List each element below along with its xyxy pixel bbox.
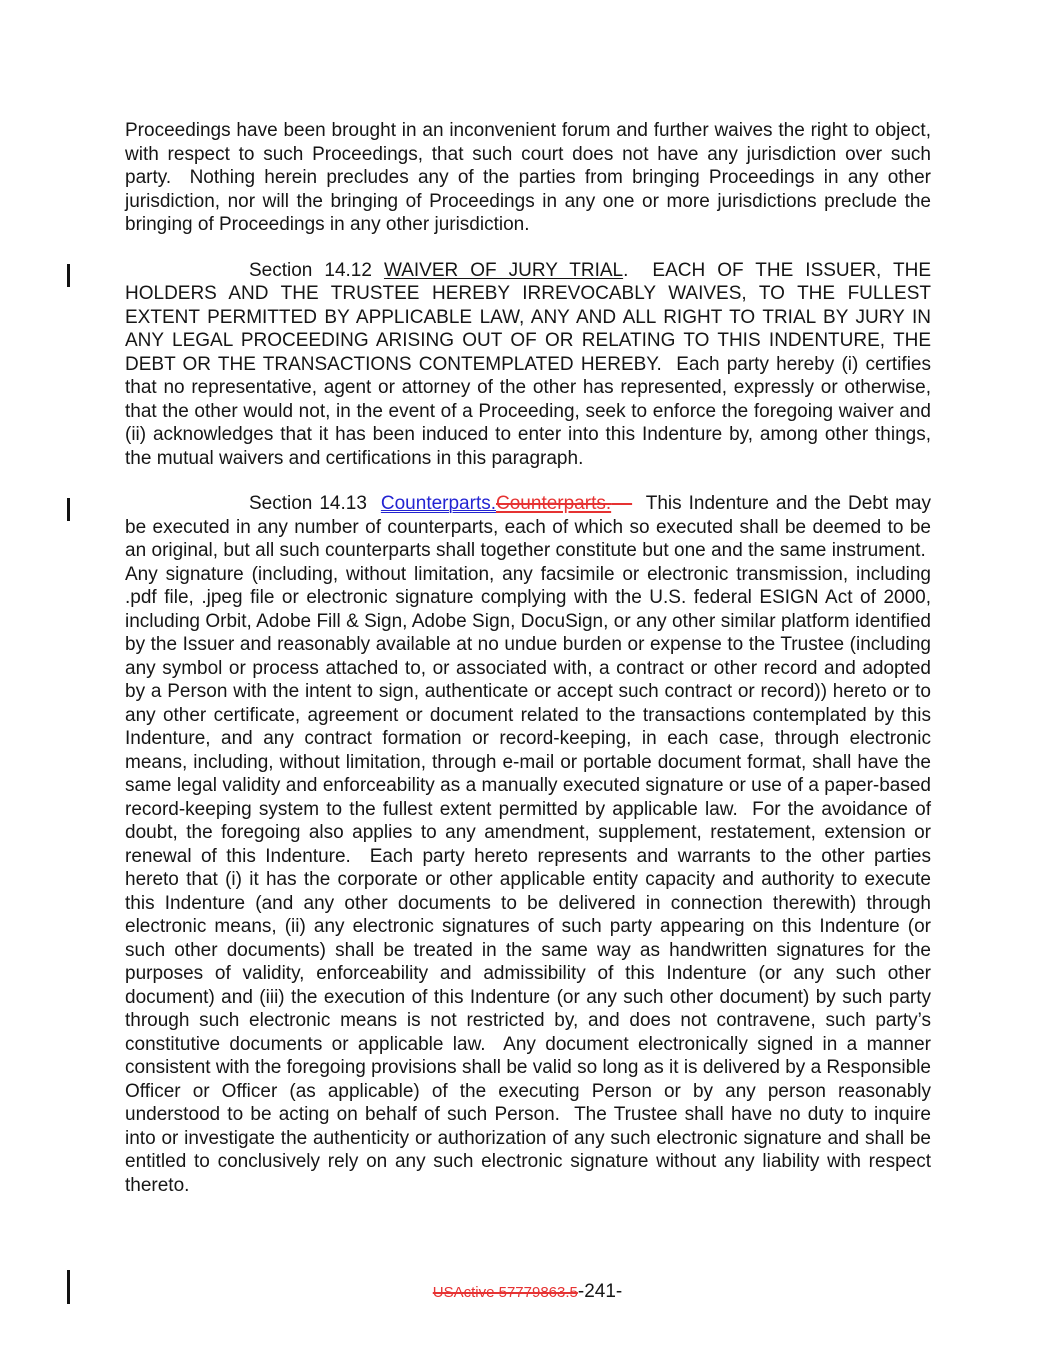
change-bar-section-14-13 <box>67 498 70 521</box>
paragraph-proceedings-continuation <box>125 119 931 237</box>
page-number: -241- <box>577 1281 623 1302</box>
section-14-13-deleted-strike-tail <box>611 493 632 514</box>
section-14-13-heading-deleted: Counterparts. <box>496 493 612 514</box>
section-14-13-body: This Indenture and the Debt may be executed in any number of counterparts, each of which so executed shall be deemed to be an original, but all such counterparts shall together constitute but one and the same instrument. Any signature (including, without limitation, any facsimile or electronic transmission, including .pdf file, .jpeg file or electronic signature complying with the U.S. federal ESIGN Act of 2000, including Orbit, Adobe Fill & Sign, Adobe Sign, DocuSign, or any other similar platform identified by the Issuer and reasonably available at no undue burden or expense to the Trustee (including any symbol or process attached to, or associated with, a contract or other record and adopted by a Person with the intent to sign, authenticate or accept such contract or record)) hereto or to any other certificate, agreement or document related to the transactions contemplated by this Indenture, and any contract formation or record-keeping, in each case, through electronic means, including, without limitation, through e-mail or portable document format, shall have the same legal validity and enforceability as a manually executed signature or use of a paper-based record-keeping system to the fullest extent permitted by applicable law. For the avoidance of doubt, the foregoing also applies to any amendment, supplement, restatement, extension or renewal of this Indenture. Each party hereto represents and warrants to the other parties hereto that (i) it has the corporate or other applicable entity capacity and authority to execute this Indenture (and any other documents to be delivered in connection therewith) through electronic means, (ii) any electronic signatures of such party appearing on this Indenture (or such other documents) shall be treated in the same way as handwritten signatures for the purposes of validity, enforceability and admissibility of this Indenture (or any such other document) and (iii) the execution of this Indenture (or any such other document) by such party through such electronic means is not restricted by, and does not contravene, such party’s constitutive documents or applicable law. Any document electronically signed in a manner consistent with the foregoing provisions shall be valid so long as it is delivered by a Responsible Officer or Officer (as applicable) of the executing Person or by any person reasonably understood to be acting on behalf of such Person. The Trustee shall have no duty to inquire into or investigate the authenticity or authorization of any such electronic signature and shall be entitled to conclusively rely on any such electronic signature without any liability with respect thereto. <box>125 493 931 1196</box>
section-14-12-body: . EACH OF THE ISSUER, THE HOLDERS AND THE TRUSTEE HEREBY IRREVOCABLY WAIVES, TO THE FULLEST EXTENT PERMITTED BY APPLICABLE LAW, ANY AND ALL RIGHT TO TRIAL BY JURY IN ANY LEGAL PROCEEDING ARISING OUT OF OR RELATING TO THIS INDENTURE, THE DEBT OR THE TRANSACTIONS CONTEMPLATED HEREBY. Each party hereby (i) certifies that no representative, agent or attorney of the other has represented, expressly or otherwise, that the other would not, in the event of a Proceeding, seek to enforce the foregoing waiver and (ii) acknowledges that it has been induced to enter into this Indenture by, among other things, the mutual waivers and certifications in this paragraph. <box>125 259 931 469</box>
section-14-12-heading: WAIVER OF JURY TRIAL <box>383 259 624 281</box>
paragraph-section-14-12 <box>125 259 931 471</box>
section-14-12-lead: Section 14.12 <box>249 259 384 281</box>
page-footer <box>0 1281 1055 1303</box>
watermark-doc-id: USActive 57779863.5 <box>432 1284 578 1301</box>
section-14-13-heading-inserted: Counterparts. <box>380 493 497 514</box>
document-body <box>125 119 931 1219</box>
change-bar-section-14-12 <box>67 264 70 287</box>
paragraph-proceedings-text: Proceedings have been brought in an inconvenient forum and further waives the right to object, with respect to such Proceedings, that such court does not have any jurisdiction over such party. Nothing herein precludes any of the parties from bringing Proceedings in any other jurisdiction, nor will the bringing of Proceedings in any one or more jurisdictions preclude the bringing of Proceedings in any other jurisdiction. <box>125 120 931 235</box>
section-14-13-lead: Section 14.13 <box>249 493 381 514</box>
paragraph-section-14-13 <box>125 492 931 1197</box>
